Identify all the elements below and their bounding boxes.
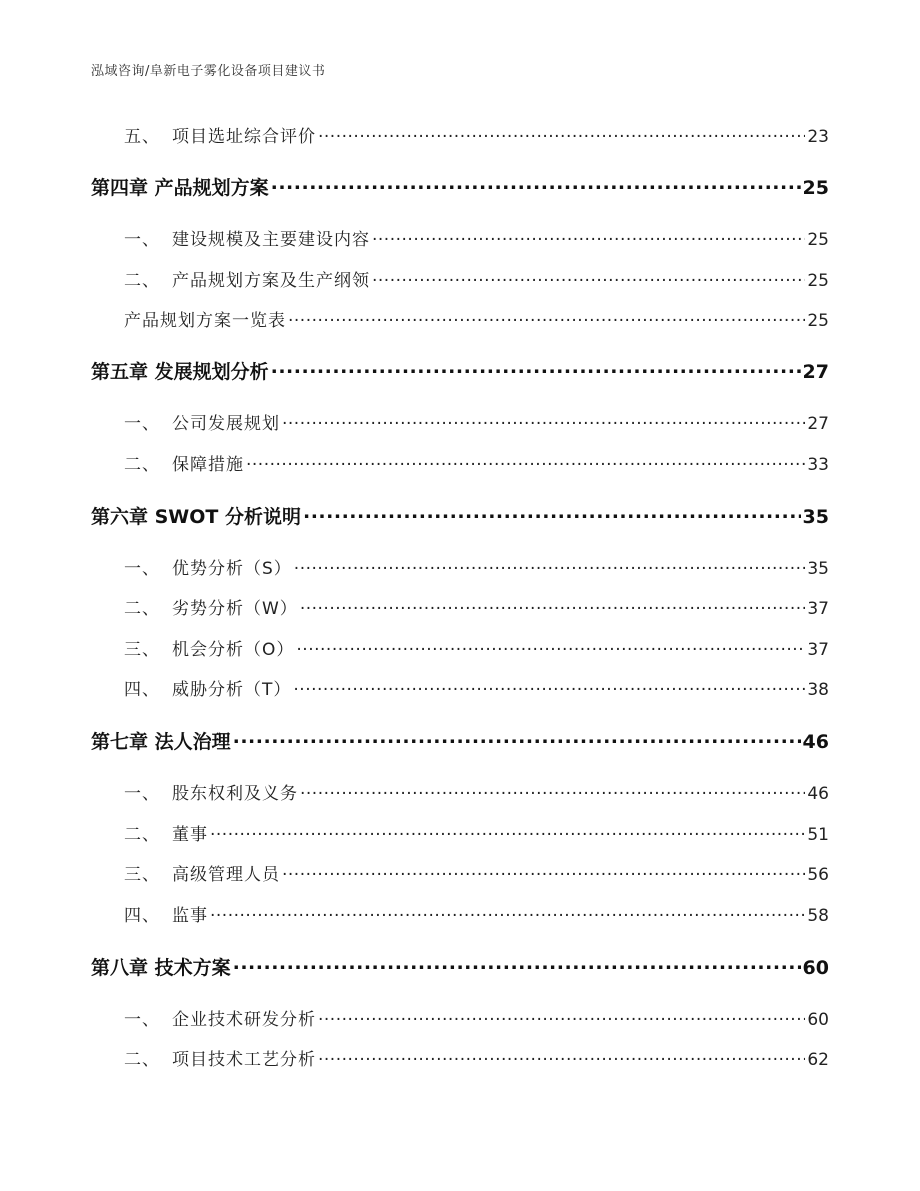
toc-dot-leader [300, 782, 805, 799]
toc-dot-leader [372, 269, 805, 286]
toc-dot-leader [233, 729, 801, 748]
toc-page-number: 27 [802, 361, 829, 383]
toc-page-number: 35 [807, 559, 829, 579]
toc-entry-title: 第八章 技术方案 [91, 957, 231, 979]
toc-entry-title: 第五章 发展规划分析 [91, 361, 269, 383]
toc-entry-title: 二、 项目技术工艺分析 [91, 1045, 316, 1070]
toc-entry-title: 四、 监事 [91, 901, 208, 926]
toc-dot-leader [282, 412, 805, 429]
toc-section-entry[interactable] [91, 1005, 829, 1030]
toc-entry-title: 一、 优势分析（S） [91, 554, 292, 579]
toc-section-entry[interactable] [91, 1045, 829, 1070]
toc-page-number: 46 [802, 731, 829, 753]
toc-dot-leader [300, 597, 806, 614]
toc-chapter-entry[interactable] [91, 953, 829, 980]
toc-dot-leader [296, 638, 805, 655]
toc-section-entry[interactable] [91, 901, 829, 926]
toc-dot-leader [294, 557, 806, 574]
toc-dot-leader [246, 453, 805, 470]
toc-chapter-entry[interactable] [91, 727, 829, 754]
toc-dot-leader [233, 955, 801, 974]
toc-page-number: 35 [802, 506, 829, 528]
toc-entry-title: 三、 高级管理人员 [91, 860, 280, 885]
toc-page-number: 38 [807, 680, 829, 700]
toc-entry-title: 五、 项目选址综合评价 [91, 122, 316, 147]
toc-entry-title: 二、 劣势分析（W） [91, 594, 298, 619]
toc-entry-number: 一、 [124, 230, 160, 250]
toc-section-entry[interactable] [91, 450, 829, 475]
toc-page-number: 60 [807, 1010, 829, 1030]
toc-dot-leader [372, 228, 805, 245]
toc-entry-number: 二、 [124, 1050, 160, 1070]
toc-entry-number: 二、 [124, 825, 160, 845]
toc-entry-number: 三、 [124, 640, 160, 660]
toc-section-entry[interactable] [91, 225, 829, 250]
toc-page-number: 25 [807, 311, 829, 331]
toc-entry-number: 二、 [124, 455, 160, 475]
toc-page-number: 62 [807, 1050, 829, 1070]
toc-entry-number: 一、 [124, 1010, 160, 1030]
toc-entry-title: 二、 保障措施 [91, 450, 244, 475]
toc-page-number: 37 [807, 599, 829, 619]
toc-entry-title: 二、 董事 [91, 820, 208, 845]
toc-section-entry[interactable] [91, 635, 829, 660]
toc-page-number: 25 [807, 230, 829, 250]
toc-entry-number: 四、 [124, 906, 160, 926]
toc-chapter-entry[interactable] [91, 173, 829, 200]
toc-section-entry[interactable] [91, 266, 829, 291]
toc-entry-number: 二、 [124, 271, 160, 291]
toc-page-number: 46 [807, 784, 829, 804]
toc-entry-title: 第四章 产品规划方案 [91, 177, 269, 199]
toc-dot-leader [288, 309, 805, 326]
toc-page-number: 27 [807, 414, 829, 434]
toc-entry-number: 一、 [124, 414, 160, 434]
toc-page-number: 25 [807, 271, 829, 291]
toc-entry-title: 第六章 SWOT 分析说明 [91, 506, 301, 528]
toc-entry-number: 二、 [124, 599, 160, 619]
toc-dot-leader [318, 1008, 805, 1025]
toc-entry-title: 产品规划方案一览表 [124, 311, 286, 331]
toc-entry-number: 五、 [124, 127, 160, 147]
toc-page-number: 58 [807, 906, 829, 926]
toc-entry-number: 三、 [124, 865, 160, 885]
toc-entry-title: 四、 威胁分析（T） [91, 675, 291, 700]
toc-entry-title: 一、 公司发展规划 [91, 409, 280, 434]
toc-entry-number: 一、 [124, 559, 160, 579]
toc-dot-leader [210, 904, 805, 921]
toc-section-entry[interactable] [91, 860, 829, 885]
toc-dot-leader [271, 359, 801, 378]
toc-entry-number: 一、 [124, 784, 160, 804]
toc-section-entry[interactable] [91, 554, 829, 579]
toc-dot-leader [318, 1048, 805, 1065]
toc-page-number: 37 [807, 640, 829, 660]
toc-section-entry[interactable] [91, 594, 829, 619]
toc-dot-leader [210, 823, 805, 840]
toc-chapter-entry[interactable] [91, 502, 829, 529]
toc-section-entry[interactable] [91, 306, 829, 331]
toc-dot-leader [271, 175, 801, 194]
toc-entry-number: 四、 [124, 680, 160, 700]
toc-dot-leader [293, 678, 805, 695]
toc-dot-leader [318, 125, 805, 142]
toc-chapter-entry[interactable] [91, 357, 829, 384]
toc-entry-title: 二、 产品规划方案及生产纲领 [91, 266, 370, 291]
toc-section-entry[interactable] [91, 409, 829, 434]
toc-entry-title: 三、 机会分析（O） [91, 635, 294, 660]
toc-dot-leader [282, 863, 805, 880]
toc-entry-title: 第七章 法人治理 [91, 731, 231, 753]
page-header: 泓域咨询/阜新电子雾化设备项目建议书 [91, 64, 326, 79]
toc-entry-title: 一、 建设规模及主要建设内容 [91, 225, 370, 250]
toc-page-number: 23 [807, 127, 829, 147]
toc-entry-title: 一、 企业技术研发分析 [91, 1005, 316, 1030]
toc-section-entry[interactable] [91, 820, 829, 845]
toc-entry-title: 一、 股东权利及义务 [91, 779, 298, 804]
toc-page-number: 56 [807, 865, 829, 885]
toc-page-number: 51 [807, 825, 829, 845]
toc-page-number: 25 [802, 177, 829, 199]
toc-section-entry[interactable] [91, 675, 829, 700]
toc-section-entry[interactable] [91, 122, 829, 147]
toc-page-number: 60 [802, 957, 829, 979]
toc-page-number: 33 [807, 455, 829, 475]
toc-section-entry[interactable] [91, 779, 829, 804]
toc-dot-leader [303, 504, 801, 523]
